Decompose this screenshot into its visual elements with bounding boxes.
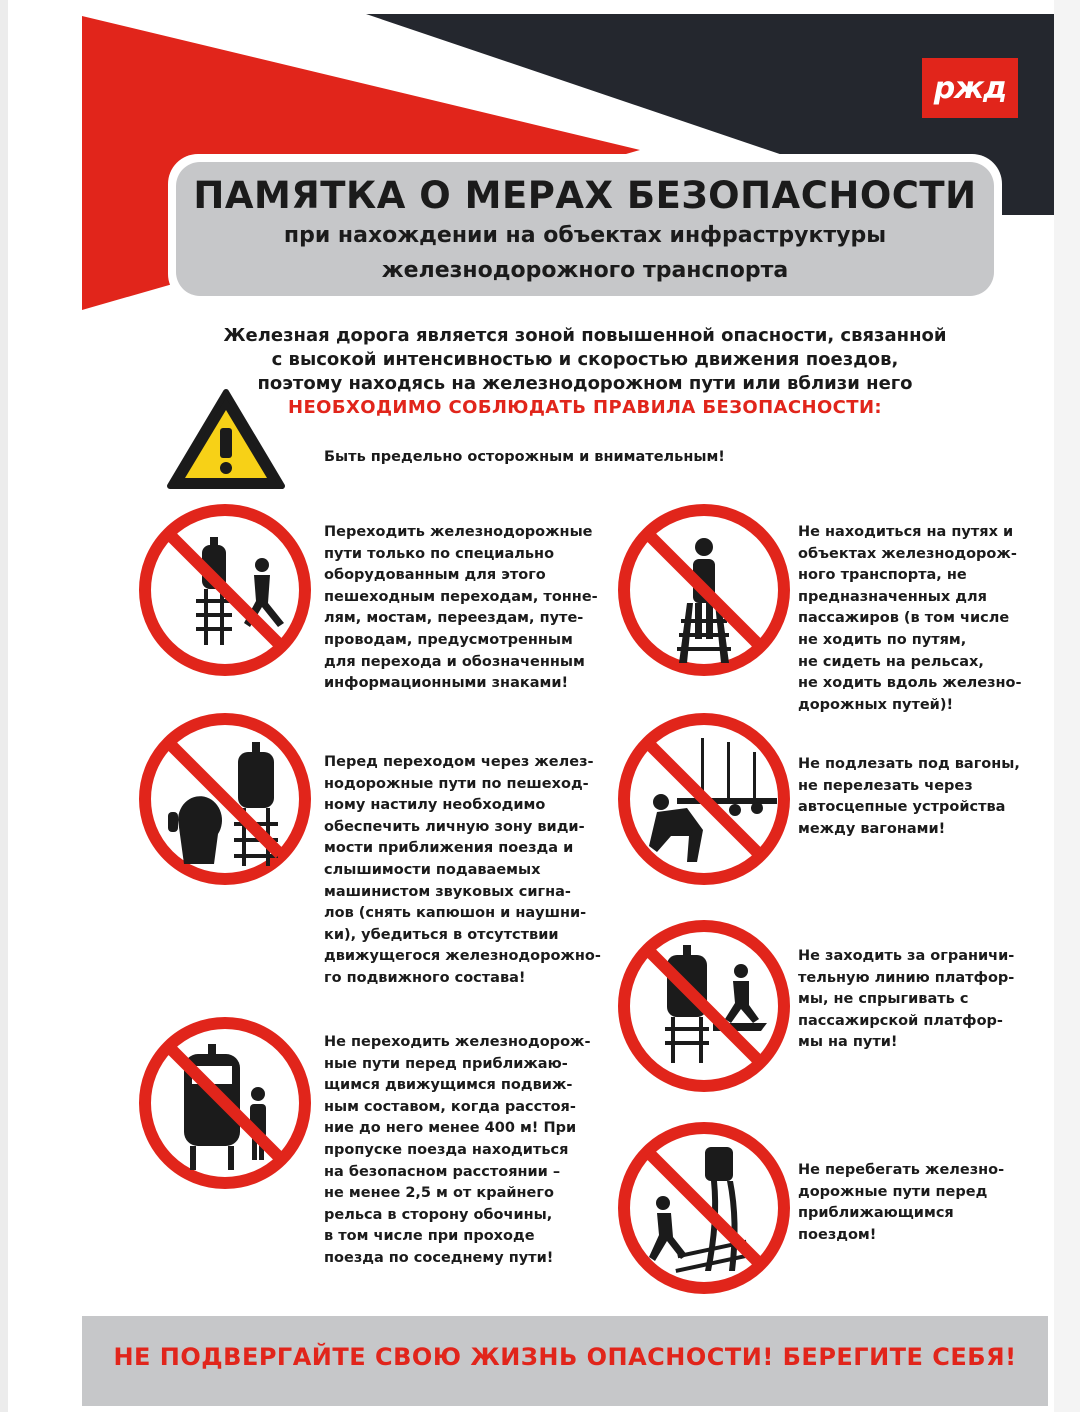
rule-text-6: Не заходить за ограничи- тельную линию платфор- мы, не спрыгивать с пассажирской платфор- мы на пути! <box>798 948 1015 1051</box>
intro-text <box>160 324 1010 420</box>
intro-line3: поэтому находясь на железнодорожном пути или вблизи него <box>257 373 913 394</box>
rule-text-7: Не перебегать железно- дорожные пути перед приближающимся поездом! <box>798 1162 1005 1243</box>
page-title: ПАМЯТКА О МЕРАХ БЕЗОПАСНОСТИ <box>193 174 977 217</box>
no-standing-on-tracks-icon <box>617 503 791 677</box>
title-panel <box>176 162 994 296</box>
intro-emphasis: НЕОБХОДИМО СОБЛЮДАТЬ ПРАВИЛА БЕЗОПАСНОСТИ: <box>287 397 883 418</box>
subtitle-line2: железнодорожного транспорта <box>381 258 789 283</box>
no-running-across-tracks-icon <box>617 1121 791 1295</box>
rule-text-4: Не находиться на путях и объектах железнодорож- ного транспорта, не предназначенных для пассажиров (в том числе не ходить по путям, не сидеть на рельсах, не ходить вдоль железно- дорожных путей)! <box>798 524 1022 713</box>
footer-banner <box>82 1316 1048 1406</box>
no-crawling-under-cars-icon <box>617 712 791 886</box>
warning-triangle-icon <box>166 388 286 492</box>
footer-text: НЕ ПОДВЕРГАЙТЕ СВОЮ ЖИЗНЬ ОПАСНОСТИ! БЕРЕГИТЕ СЕБЯ! <box>113 1343 1017 1371</box>
rule-text-1: Переходить железнодорожные пути только по специально оборудованным для этого пешеходным переходам, тонне- лям, мостам, переездам, путе- проводам, предусмотренным для перехода и обозначенным информационными знаками! <box>324 524 598 692</box>
intro-line1: Железная дорога является зоной повышенной опасности, связанной <box>223 325 947 346</box>
rule-text-2: Перед переходом через желез- нодорожные пути по пешеход- ному настилу необходимо обеспечить личную зону види- мости приближения поезда и слышимости подаваемых машинистом звуковых сигна- лов (снять капюшон и наушни- ки), убедиться в отсутствии движущегося железнодорожно- го подвижного состава! <box>324 754 601 986</box>
rzd-logo: ржд <box>922 58 1018 118</box>
no-headphones-icon <box>138 712 312 886</box>
warning-text: Быть предельно осторожным и внимательным! <box>324 449 725 465</box>
no-crossing-before-train-icon <box>138 1016 312 1190</box>
subtitle-line1: при нахождении на объектах инфраструктуры <box>283 223 887 248</box>
no-crossing-outside-crosswalk-icon <box>138 503 312 677</box>
no-jumping-off-platform-icon <box>617 919 791 1093</box>
rule-text-3: Не переходить железнодорож- ные пути перед приближаю- щимся движущимся подвиж- ным составом, когда расстоя- ние до него менее 400 м! При пропуске поезда находиться на безопасном расстоянии – не менее 2,5 м от крайнего рельса в сторону обочины, в том числе при проходе поезда по соседнему пути! <box>324 1034 591 1266</box>
intro-line2: с высокой интенсивностью и скоростью движения поездов, <box>271 349 899 370</box>
rule-text-5: Не подлезать под вагоны, не перелезать через автосцепные устройства между вагонами! <box>798 756 1020 837</box>
